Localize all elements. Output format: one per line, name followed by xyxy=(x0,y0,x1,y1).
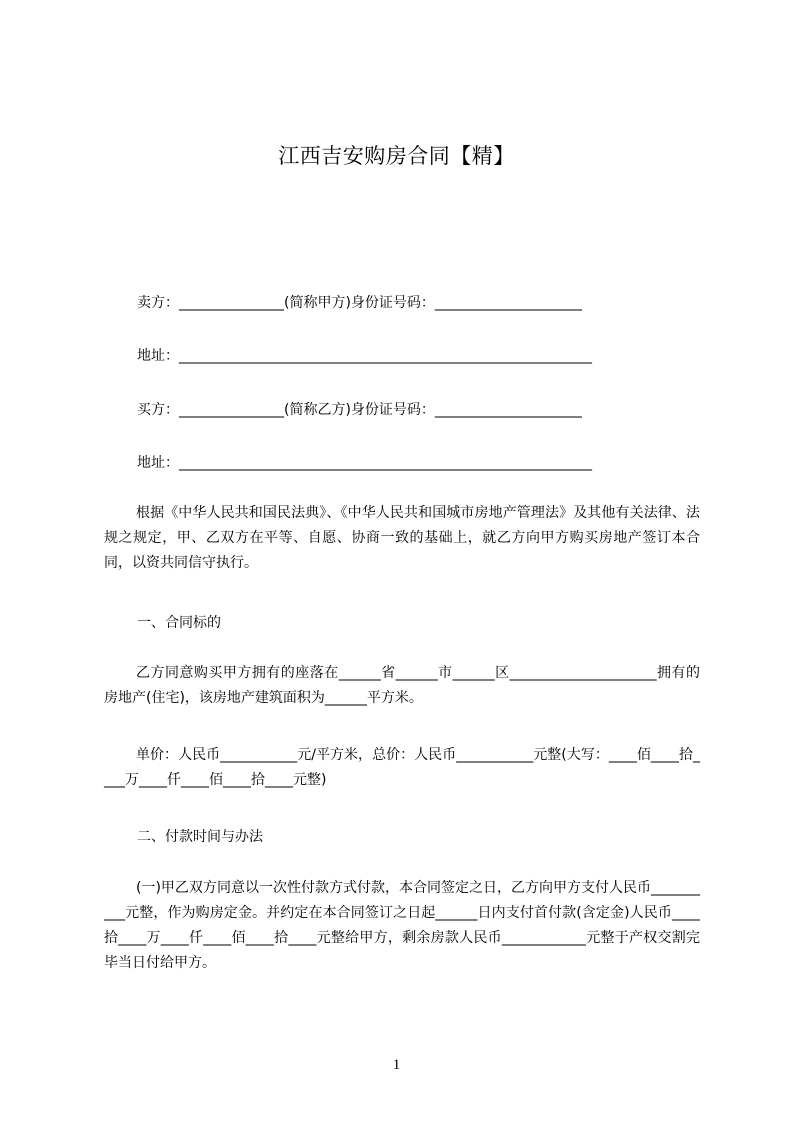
page-number: 1 xyxy=(392,1057,401,1073)
seller-address-line: 地址：___________________________________________________________ xyxy=(137,348,592,364)
section-1-heading: 一、合同标的 xyxy=(137,615,221,631)
section-1-paragraph-price: 单价：人民币___________元/平方米，总价：人民币___________元整(大写：____佰____拾____万____仟____佰____拾____元整) xyxy=(104,747,700,788)
seller-line: 卖方：_______________(简称甲方)身份证号码：_____________________ xyxy=(137,295,582,311)
preamble-paragraph: 根据《中华人民共和国民法典》、《中华人民共和国城市房地产管理法》及其他有关法律、法规之规定，甲、乙双方在平等、自愿、协商一致的基础上，就乙方向甲方购买房地产签订本合同，以资共同信守执行。 xyxy=(104,505,700,571)
section-1-paragraph-subject: 乙方同意购买甲方拥有的座落在______省______市______区_____________________拥有的房地产(住宅)，该房地产建筑面积为______平方米。 xyxy=(104,665,700,706)
buyer-line: 买方：_______________(简称乙方)身份证号码：_____________________ xyxy=(137,402,582,418)
section-2-heading: 二、付款时间与办法 xyxy=(137,829,263,845)
document-title: 江西吉安购房合同【精】 xyxy=(278,144,515,168)
section-2-paragraph-payment: (一)甲乙双方同意以一次性付款方式付款，本合同签定之日，乙方向甲方支付人民币__________元整，作为购房定金。并约定在本合同签订之日起______日内支付首付款(含定金)人民币____拾____万____仟____佰____拾____元整给甲方，剩余房款人民币____________元整于产权交割完毕当日付给甲方。 xyxy=(104,880,700,971)
buyer-address-line: 地址：___________________________________________________________ xyxy=(137,455,592,471)
